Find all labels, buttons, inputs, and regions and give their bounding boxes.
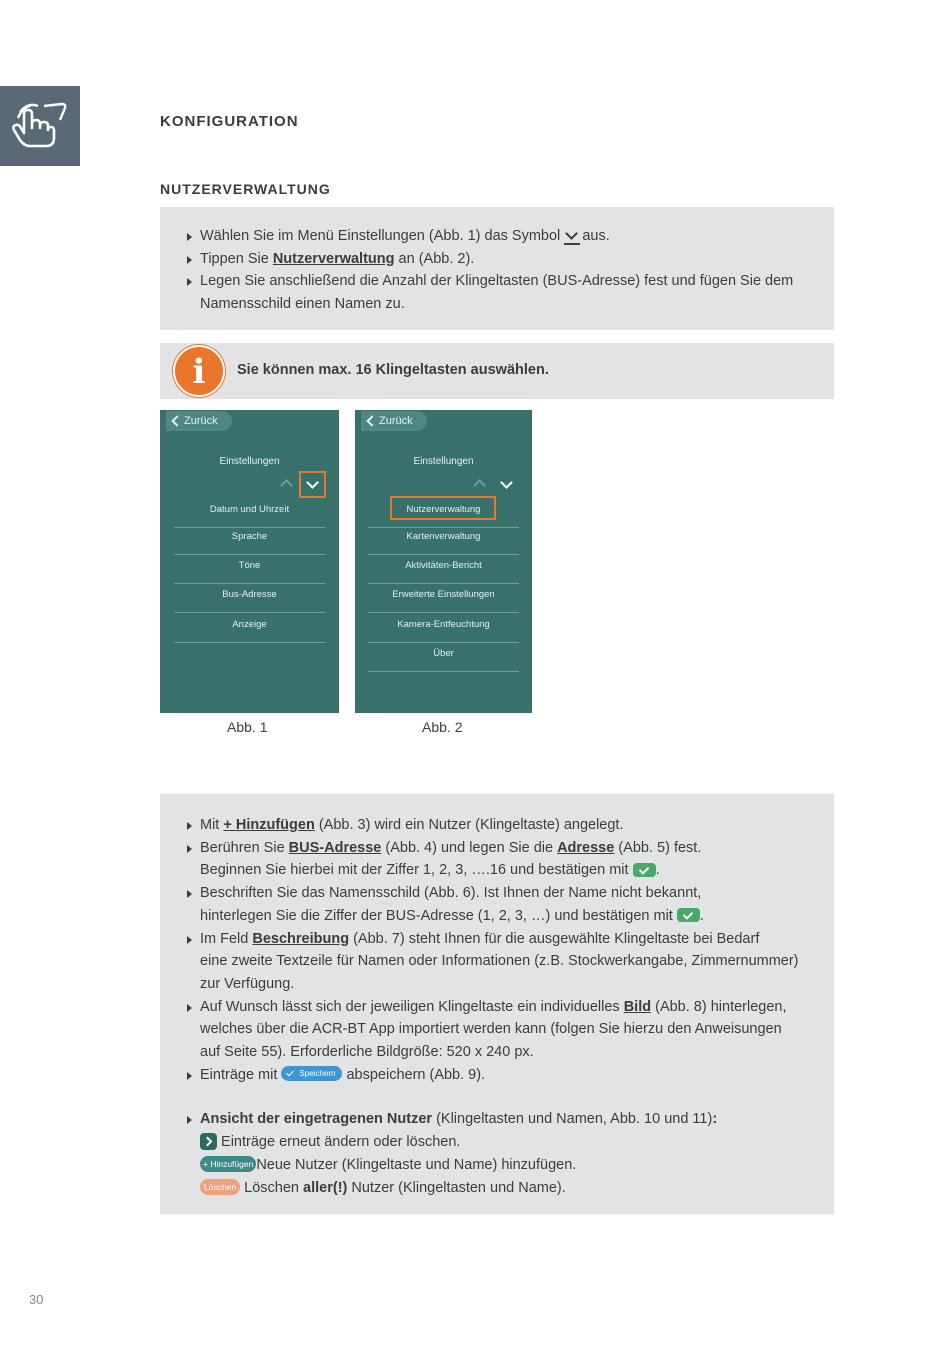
list-item: [186, 270, 814, 315]
add-link[interactable]: + Hinzufügen: [223, 817, 315, 833]
list-item: [186, 248, 814, 271]
section-title: KONFIGURATION: [160, 113, 299, 130]
section-tab: [0, 86, 80, 166]
text: Tippen Sie: [200, 250, 269, 267]
address-link[interactable]: Adresse: [557, 839, 615, 856]
check-underline-icon: [564, 231, 578, 241]
menu-item-about[interactable]: Über: [368, 641, 519, 672]
text: Auf Wunsch lässt sich der jeweiligen Klingeltaste ein individuelles: [200, 998, 620, 1015]
text: Beginnen Sie hierbei mit der Ziffer 1, 2, 3, ….16 und bestätigen mit: [200, 862, 629, 879]
menu-item-display[interactable]: Anzeige: [174, 612, 325, 643]
text: Mit: [200, 817, 220, 833]
confirm-check-icon: [677, 908, 700, 922]
figure-caption: Abb. 1: [227, 719, 268, 735]
text: Legen Sie anschließend die Anzahl der Klingeltasten (BUS-Adresse) fest und fügen Sie dem: [200, 273, 794, 290]
text: abspeichern (Abb. 9).: [346, 1066, 486, 1083]
back-button[interactable]: Zurück: [361, 411, 427, 431]
text: (Klingeltasten und Namen, Abb. 10 und 11): [436, 1111, 713, 1128]
save-button-icon: Speichern: [281, 1066, 342, 1081]
text: Einträge erneut ändern oder löschen.: [221, 1134, 461, 1151]
menu-item-language[interactable]: Sprache: [174, 524, 325, 555]
text: (Abb. 7) steht Ihnen für die ausgewählte Klingeltaste bei Bedarf: [353, 930, 760, 947]
hand-touch-icon: [10, 100, 70, 152]
page-number: 30: [29, 1292, 44, 1307]
image-link[interactable]: Bild: [623, 998, 652, 1015]
text: :: [712, 1111, 718, 1128]
text: Nutzer (Klingeltasten und Name).: [351, 1179, 566, 1196]
info-icon: [173, 345, 225, 397]
text: (Abb. 8) hinterlegen,: [655, 998, 787, 1015]
info-glyph: i: [192, 352, 206, 392]
chevron-up-icon[interactable]: [473, 479, 486, 492]
text: Wählen Sie im Menü Einstellungen (Abb. 1) das Symbol: [200, 228, 561, 244]
text: Beschriften Sie das Namensschild (Abb. 6). Ist Ihnen der Name nicht bekannt,: [200, 885, 702, 902]
chevron-right-icon: [200, 1133, 217, 1150]
menu-item-user-management[interactable]: Nutzerverwaltung: [368, 497, 519, 528]
text: (Abb. 4) und legen Sie die: [385, 839, 554, 856]
list-item: Beschriften Sie das Namensschild (Abb. 6). Ist Ihnen der Name nicht bekannt, hinterlegen Sie die Ziffer der BUS-Adresse (1, 2, 3, …) und bestätigen mit .: [186, 882, 814, 927]
text: welches über die ACR-BT App importiert werden kann (folgen Sie hierzu den Anweisungen: [200, 1021, 782, 1038]
chevron-up-icon[interactable]: [280, 479, 293, 492]
list-item: Berühren Sie BUS-Adresse (Abb. 4) und legen Sie die Adresse (Abb. 5) fest. Beginnen Sie hierbei mit der Ziffer 1, 2, 3, ….16 und bestätigen mit .: [186, 837, 814, 882]
menu-item-bus-address[interactable]: Bus-Adresse: [174, 582, 325, 613]
menu-item-card-management[interactable]: Kartenverwaltung: [368, 524, 519, 555]
text: aus.: [582, 228, 610, 244]
text: an (Abb. 2).: [398, 250, 475, 267]
text: (Abb. 5) fest.: [618, 839, 702, 856]
bus-address-link[interactable]: BUS-Adresse: [288, 839, 382, 856]
text: Namensschild einen Namen zu.: [200, 296, 405, 313]
text: Löschen: [244, 1179, 299, 1196]
text: Im Feld: [200, 930, 249, 947]
back-button[interactable]: Zurück: [166, 411, 232, 431]
text: aller(!): [303, 1179, 348, 1196]
screenshot-settings: [160, 410, 339, 713]
list-item: [186, 225, 814, 248]
info-text: Sie können max. 16 Klingeltasten auswählen.: [237, 362, 549, 378]
text: auf Seite 55). Erforderliche Bildgröße: 520 x 240 px.: [200, 1044, 534, 1061]
subsection-title: NUTZERVERWALTUNG: [160, 181, 331, 197]
nutzerverwaltung-link[interactable]: Nutzerverwaltung: [272, 250, 395, 267]
instruction-box-2: [160, 794, 834, 1214]
list-item: [186, 1064, 814, 1087]
menu-item-sounds[interactable]: Töne: [174, 553, 325, 584]
highlight-frame: [390, 496, 496, 520]
instruction-box: [160, 207, 834, 330]
text: Einträge mit: [200, 1066, 278, 1083]
text: zur Verfügung.: [200, 975, 295, 992]
add-button-icon: + Hinzufügen: [200, 1156, 256, 1172]
list-item: [186, 996, 814, 1064]
chevron-down-icon[interactable]: [500, 476, 513, 489]
menu-item-date-time[interactable]: Datum und Uhrzeit: [174, 497, 325, 528]
text: Ansicht der eingetragenen Nutzer: [200, 1111, 433, 1128]
text: Neue Nutzer (Klingeltaste und Name) hinzufügen.: [256, 1156, 577, 1173]
menu-item-advanced-settings[interactable]: Erweiterte Einstellungen: [368, 582, 519, 613]
screen-title: Einstellungen: [413, 456, 474, 467]
screen-title: Einstellungen: [219, 456, 280, 467]
list-item: [186, 814, 814, 837]
confirm-check-icon: [633, 863, 656, 877]
delete-button-icon: Löschen: [200, 1179, 240, 1195]
text: (Abb. 3) wird ein Nutzer (Klingeltaste) angelegt.: [318, 817, 624, 833]
text: eine zweite Textzeile für Namen oder Informationen (z.B. Stockwerkangabe, Zimmernummer): [200, 953, 799, 970]
screenshot-settings-page2: [355, 410, 532, 713]
menu-item-activity-report[interactable]: Aktivitäten-Bericht: [368, 553, 519, 584]
text: hinterlegen Sie die Ziffer der BUS-Adresse (1, 2, 3, …) und bestätigen mit: [200, 907, 673, 924]
menu-item-camera-dehumidify[interactable]: Kamera-Entfeuchtung: [368, 612, 519, 643]
text: Berühren Sie: [200, 839, 285, 856]
list-item: [186, 1108, 814, 1199]
list-item: [186, 928, 814, 996]
figure-caption: Abb. 2: [422, 719, 463, 735]
description-link[interactable]: Beschreibung: [252, 930, 350, 947]
